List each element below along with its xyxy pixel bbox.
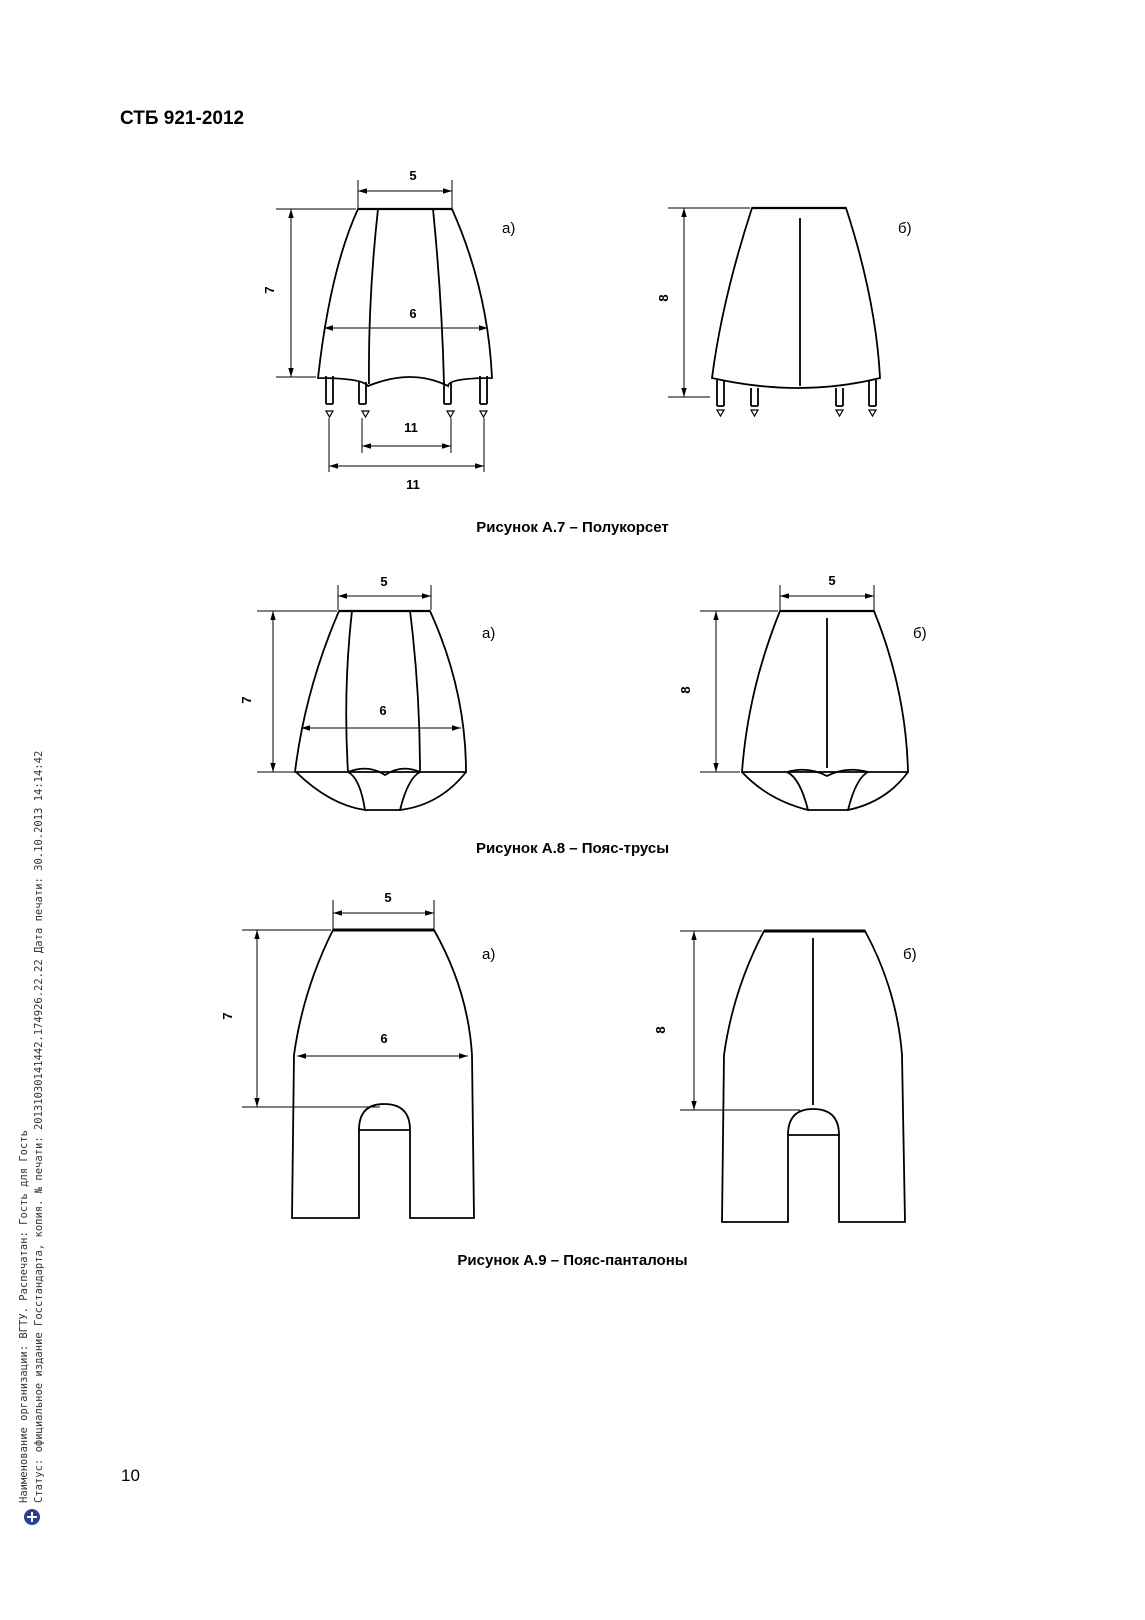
fig-a9-dim-height-front: 7 (220, 1012, 235, 1020)
fig-a7-dim-garter-inner: 11 (404, 420, 418, 435)
fig-a7-dim-hip: 6 (409, 306, 417, 321)
side-stamp-line-1: Наименование организации: ВГТУ. Распечатан: Гость для Гость (18, 1130, 30, 1503)
fig-a8-dim-hip: 6 (379, 703, 387, 718)
fig-a7-dim-height-front: 7 (262, 286, 277, 294)
fig-a8-dim-top-front: 5 (380, 574, 388, 589)
fig-a7-dim-garter-outer: 11 (406, 477, 420, 492)
figure-a9-caption: Рисунок А.9 – Пояс-панталоны (457, 1252, 688, 1269)
fig-a7-dim-top: 5 (409, 168, 417, 183)
figure-a7-caption: Рисунок А.7 – Полукорсет (476, 519, 669, 536)
fig-a7-front-view (276, 180, 492, 472)
fig-a9-dim-hip: 6 (380, 1031, 388, 1046)
fig-a7-view-b-label: б) (898, 220, 912, 237)
fig-a7-dim-height-back: 8 (656, 294, 671, 302)
fig-a8-dim-top-back: 5 (828, 573, 836, 588)
fig-a9-dim-height-back: 8 (653, 1026, 668, 1034)
fig-a8-dim-height-front: 7 (239, 696, 254, 704)
fig-a9-view-a-label: а) (482, 946, 496, 963)
fig-a8-back-view (700, 585, 908, 810)
fig-a7-view-a-label: а) (502, 220, 516, 237)
fig-a8-front-view (257, 585, 466, 810)
page-number: 10 (121, 1466, 140, 1485)
figure-a8-caption: Рисунок А.8 – Пояс-трусы (475, 840, 670, 857)
fig-a8-view-b-label: б) (913, 625, 927, 642)
fig-a9-dim-top: 5 (384, 890, 392, 905)
fig-a9-front-view (242, 900, 474, 1218)
document-number: СТБ 921-2012 (120, 108, 245, 129)
fig-a8-view-a-label: а) (482, 625, 496, 642)
fig-a8-dim-height-back: 8 (678, 686, 693, 694)
gosstandart-logo-icon (23, 1508, 41, 1526)
fig-a9-view-b-label: б) (903, 946, 917, 963)
fig-a7-back-view (668, 208, 880, 416)
fig-a9-back-view (680, 931, 905, 1222)
side-stamp-line-2: Статус: официальное издание Госстандарта, копия. № печати: 20131030141442.174926.22.22 Дата печати: 30.10.2013 14:14:42 (33, 750, 45, 1503)
